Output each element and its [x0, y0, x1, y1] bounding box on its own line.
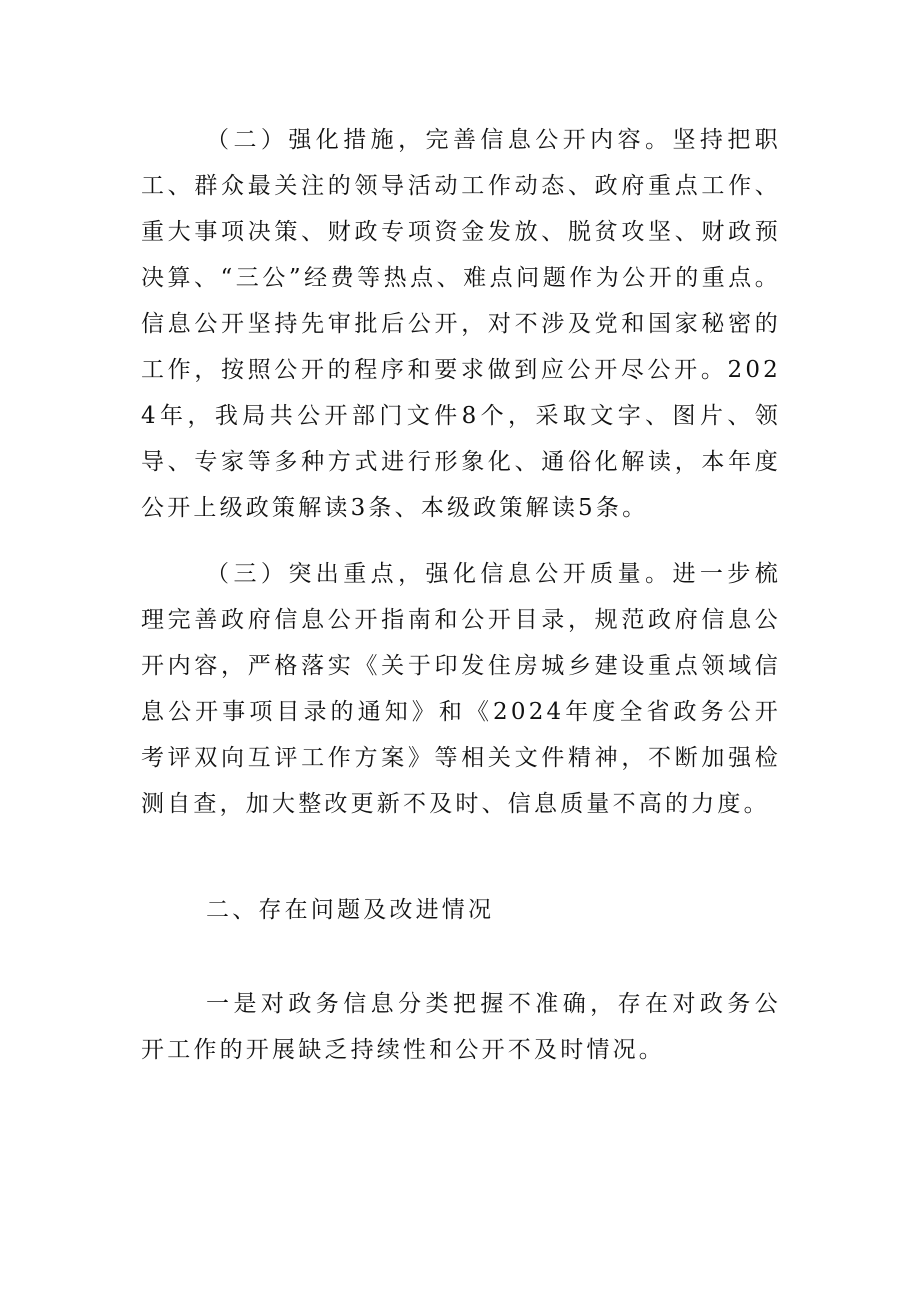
paragraph-issue-one: 一是对政务信息分类把握不准确，存在对政务公开工作的开展缺乏持续性和公开不及时情况。: [141, 991, 781, 1063]
section-heading: 二、存在问题及改进情况: [206, 897, 495, 923]
paragraph-focus: （三）突出重点，强化信息公开质量。进一步梳理完善政府信息公开指南和公开目录，规范政府信息公开内容，严格落实《关于印发住房城乡建设重点领域信息公开事项目录的通知》和《2024年度全省政务公开考评双向互评工作方案》等相关文件精神，不断加强检测自查，加大整改更新不及时、信息质量不高的力度。: [141, 561, 781, 817]
paragraph-measures: （二）强化措施，完善信息公开内容。坚持把职工、群众最关注的领导活动工作动态、政府重点工作、重大事项决策、财政专项资金发放、脱贫攻坚、财政预决算、“三公”经费等热点、难点问题作为公开的重点。信息公开坚持先审批后公开，对不涉及党和国家秘密的工作，按照公开的程序和要求做到应公开尽公开。2024年，我局共公开部门文件8个，采取文字、图片、领导、专家等多种方式进行形象化、通俗化解读，本年度公开上级政策解读3条、本级政策解读5条。: [141, 127, 781, 521]
